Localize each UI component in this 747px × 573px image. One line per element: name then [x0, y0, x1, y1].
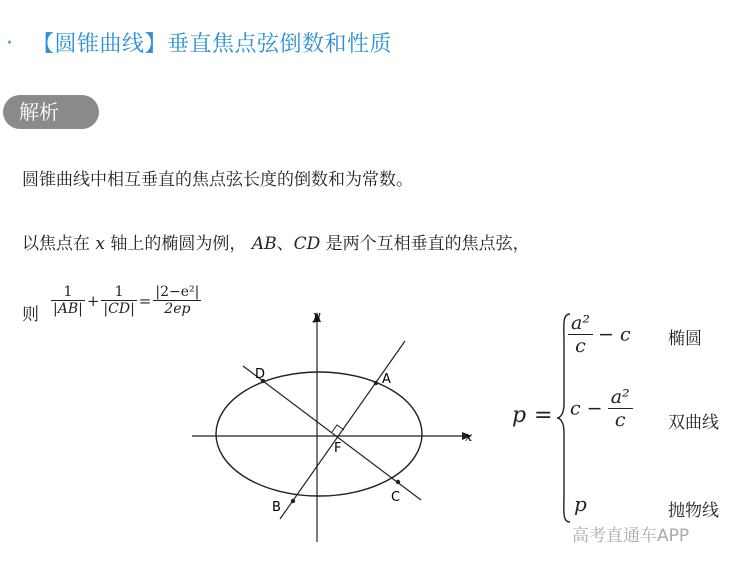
term-cd-num: 1 — [114, 284, 124, 300]
case2-label: 双曲线 — [668, 413, 719, 433]
case1-num: a² — [571, 312, 590, 334]
point-c-label: C — [391, 490, 401, 505]
p-cases-formula — [508, 306, 743, 526]
point-b-label: B — [272, 500, 281, 515]
title-bullet: · — [6, 31, 13, 56]
case1-den: c — [568, 334, 593, 357]
point-a — [374, 381, 378, 385]
term-cd — [101, 284, 136, 317]
case2-fraction — [608, 386, 633, 431]
chord-ab — [280, 341, 405, 519]
case2-den: c — [608, 408, 633, 431]
y-axis-label: y — [313, 309, 321, 324]
term-ab-num: 1 — [63, 284, 73, 300]
reciprocal-sum-formula — [51, 284, 201, 317]
example-text-3: 是两个互相垂直的焦点弦， — [325, 234, 530, 254]
equals-sign: = — [138, 291, 152, 310]
point-f-label: F — [334, 441, 342, 456]
case-hyperbola — [570, 386, 633, 431]
term-ab-den: |AB| — [53, 301, 83, 317]
point-c — [396, 480, 400, 484]
case-ellipse — [568, 312, 631, 357]
term-ab — [51, 284, 85, 317]
case2-num: a² — [610, 386, 630, 408]
point-d-label: D — [255, 367, 266, 382]
plus-sign: + — [86, 291, 100, 310]
case1-fraction — [568, 312, 593, 357]
app-watermark: 高考直通车APP — [572, 526, 690, 546]
rhs-num: |2−e²| — [155, 284, 200, 300]
ab-symbol: AB — [251, 234, 277, 254]
case1-tail: − c — [598, 323, 631, 346]
therefore-label: 则 — [22, 305, 39, 325]
term-cd-den: |CD| — [103, 301, 135, 317]
intro-paragraph: 圆锥曲线中相互垂直的焦点弦长度的倒数和为常数。 — [22, 170, 413, 190]
p-symbol: p — [512, 403, 527, 428]
analysis-badge: 解析 — [3, 95, 99, 129]
example-paragraph — [22, 229, 530, 254]
separator: 、 — [276, 234, 294, 254]
case3-label: 抛物线 — [668, 501, 719, 521]
example-text-1: 以焦点在 — [22, 234, 90, 254]
rhs-den: 2ep — [153, 300, 201, 317]
x-symbol: x — [95, 234, 105, 254]
page-title: 【圆锥曲线】垂直焦点弦倒数和性质 — [32, 32, 393, 57]
ellipse-diagram — [186, 306, 486, 546]
case1-label: 椭圆 — [668, 329, 702, 349]
example-text-2: 轴上的椭圆为例， — [110, 234, 247, 254]
case2-head: c − — [570, 397, 603, 420]
point-a-label: A — [382, 372, 391, 387]
case3-expr: p — [574, 492, 587, 516]
point-b — [291, 499, 295, 503]
chord-cd — [243, 366, 421, 500]
cases-equals: = — [534, 403, 553, 428]
x-axis-label: x — [465, 430, 473, 445]
cd-symbol: CD — [293, 234, 321, 254]
